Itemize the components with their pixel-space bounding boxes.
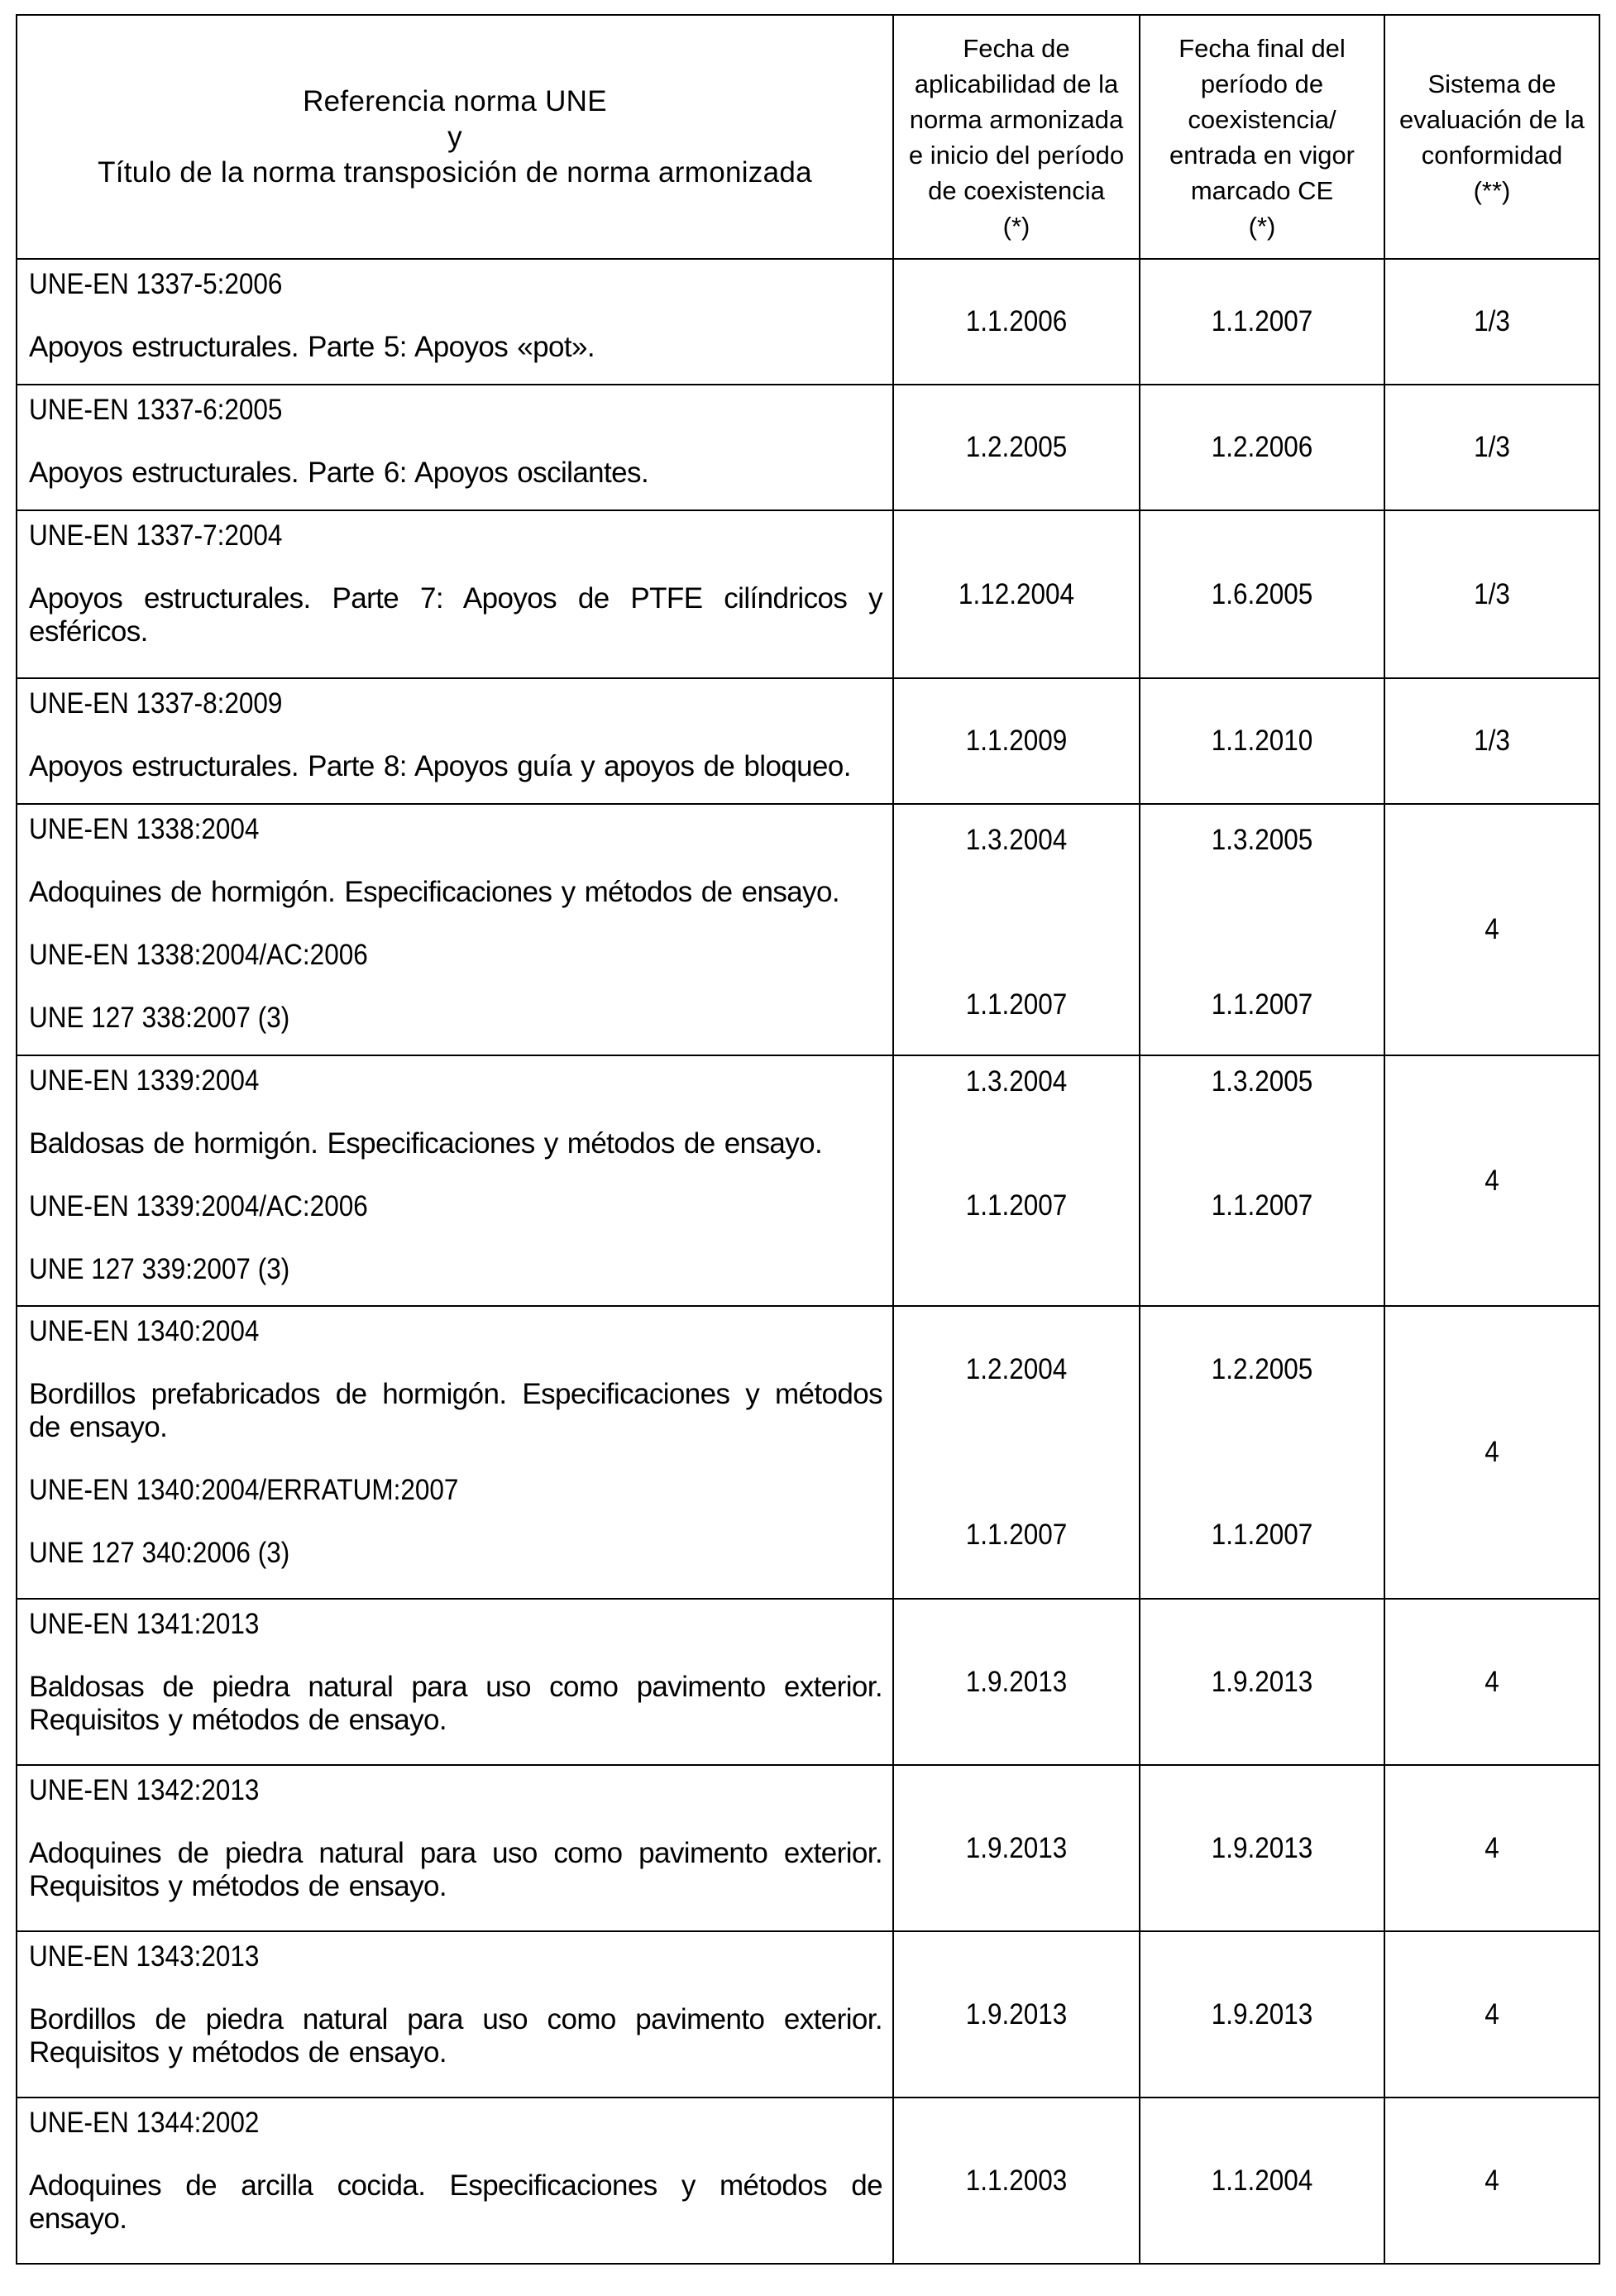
date-primary: 1.3.2005 bbox=[1211, 824, 1313, 856]
date-stack bbox=[906, 1057, 1126, 1304]
reference-cell bbox=[17, 1055, 893, 1306]
standard-title: Apoyos estructurales. Parte 6: Apoyos oscilantes. bbox=[29, 457, 649, 489]
applicability-date: 1.12.2004 bbox=[906, 510, 1127, 678]
header-col2-line: aplicabilidad de la bbox=[914, 69, 1119, 98]
reference-cell bbox=[17, 510, 893, 678]
conformity-system: 4 bbox=[1395, 1765, 1589, 1931]
standard-code: UNE-EN 1337-8:2009 bbox=[29, 687, 283, 720]
date-stack bbox=[1153, 1057, 1372, 1304]
header-reference bbox=[17, 15, 893, 259]
table-row bbox=[17, 259, 1599, 385]
standard-title: Bordillos prefabricados de hormigón. Especificaciones y métodos de ensayo. bbox=[29, 1378, 882, 1443]
table-row bbox=[17, 1055, 1599, 1306]
standard-title: Apoyos estructurales. Parte 8: Apoyos guía y apoyos de bloqueo. bbox=[29, 750, 851, 782]
standard-title: Adoquines de arcilla cocida. Especificaciones y métodos de ensayo. bbox=[29, 2169, 882, 2235]
coexistence-end-date bbox=[1152, 1306, 1372, 1599]
table-row bbox=[17, 1765, 1599, 1931]
standard-code: UNE-EN 1337-5:2006 bbox=[29, 268, 283, 300]
reference-cell bbox=[17, 2097, 893, 2264]
header-col2-line: norma armonizada bbox=[909, 104, 1124, 134]
standard-title: Adoquines de hormigón. Especificaciones y métodos de ensayo. bbox=[29, 876, 839, 908]
coexistence-end-date: 1.1.2010 bbox=[1152, 678, 1372, 804]
applicability-date: 1.1.2006 bbox=[906, 259, 1127, 385]
coexistence-end-date bbox=[1152, 1055, 1372, 1306]
date-secondary: 1.1.2007 bbox=[1211, 988, 1313, 1021]
header-col3-line: entrada en vigor bbox=[1169, 140, 1355, 170]
conformity-system: 1/3 bbox=[1395, 385, 1589, 510]
conformity-system: 4 bbox=[1395, 804, 1589, 1055]
standard-amendment-code: UNE-EN 1338:2004/AC:2006 bbox=[29, 939, 368, 971]
conformity-system: 4 bbox=[1395, 1599, 1589, 1765]
standard-code: UNE-EN 1340:2004 bbox=[29, 1315, 260, 1347]
date-primary: 1.2.2004 bbox=[965, 1353, 1068, 1385]
reference-cell bbox=[17, 1931, 893, 2097]
standard-title: Baldosas de hormigón. Especificaciones y métodos de ensayo. bbox=[29, 1127, 823, 1160]
conformity-system: 4 bbox=[1395, 1931, 1589, 2097]
reference-cell bbox=[17, 678, 893, 804]
reference-cell bbox=[17, 1599, 893, 1765]
header-col2-line: de coexistencia bbox=[928, 175, 1105, 205]
standard-erratum-code: UNE-EN 1340:2004/ERRATUM:2007 bbox=[29, 1474, 459, 1506]
applicability-date: 1.9.2013 bbox=[906, 1931, 1127, 2097]
reference-cell bbox=[17, 804, 893, 1055]
coexistence-end-date: 1.6.2005 bbox=[1152, 510, 1372, 678]
table-row bbox=[17, 1306, 1599, 1599]
standard-title: Baldosas de piedra natural para uso como pavimento exterior. Requisitos y métodos de ensayo. bbox=[29, 1671, 882, 1736]
header-col4-line: evaluación de la bbox=[1398, 104, 1585, 134]
header-col2-line: e inicio del período bbox=[908, 140, 1125, 170]
conformity-system: 4 bbox=[1395, 1306, 1589, 1599]
date-secondary: 1.1.2007 bbox=[1211, 1519, 1313, 1551]
header-col2-line: (*) bbox=[1002, 211, 1030, 241]
date-primary: 1.3.2005 bbox=[1211, 1065, 1313, 1098]
applicability-date bbox=[906, 1306, 1127, 1599]
date-stack bbox=[1153, 806, 1372, 1054]
standard-title: Bordillos de piedra natural para uso como pavimento exterior. Requisitos y métodos de ensayo. bbox=[29, 2003, 882, 2069]
table-row bbox=[17, 385, 1599, 510]
standard-title: Adoquines de piedra natural para uso como pavimento exterior. Requisitos y métodos de ensayo. bbox=[29, 1837, 882, 1902]
applicability-date bbox=[906, 1055, 1127, 1306]
header-col4-line: Sistema de bbox=[1427, 69, 1556, 98]
table-row bbox=[17, 510, 1599, 678]
standard-code: UNE-EN 1341:2013 bbox=[29, 1608, 260, 1640]
coexistence-end-date bbox=[1152, 804, 1372, 1055]
standard-national-code: UNE 127 340:2006 (3) bbox=[29, 1537, 290, 1569]
coexistence-end-date: 1.9.2013 bbox=[1152, 1931, 1372, 2097]
applicability-date: 1.9.2013 bbox=[906, 1599, 1127, 1765]
coexistence-end-date: 1.2.2006 bbox=[1152, 385, 1372, 510]
date-secondary: 1.1.2007 bbox=[1211, 1189, 1313, 1222]
header-ref-line3: Título de la norma transposición de norma armonizada bbox=[98, 156, 812, 189]
standard-code: UNE-EN 1339:2004 bbox=[29, 1064, 260, 1097]
conformity-system: 4 bbox=[1395, 1055, 1589, 1306]
coexistence-end-date: 1.1.2007 bbox=[1152, 259, 1372, 385]
reference-cell bbox=[17, 259, 893, 385]
conformity-system: 1/3 bbox=[1395, 510, 1589, 678]
coexistence-end-date: 1.9.2013 bbox=[1152, 1599, 1372, 1765]
table-row bbox=[17, 678, 1599, 804]
header-row bbox=[17, 15, 1599, 259]
date-primary: 1.3.2004 bbox=[965, 1065, 1068, 1098]
date-secondary: 1.1.2007 bbox=[965, 1189, 1068, 1222]
standard-title: Apoyos estructurales. Parte 5: Apoyos «pot». bbox=[29, 331, 595, 363]
date-secondary: 1.1.2007 bbox=[965, 1519, 1068, 1551]
header-col4-line: (**) bbox=[1473, 175, 1511, 205]
applicability-date bbox=[906, 804, 1127, 1055]
reference-cell bbox=[17, 1306, 893, 1599]
standards-table bbox=[16, 14, 1600, 2265]
standard-code: UNE-EN 1344:2002 bbox=[29, 2107, 260, 2139]
header-ref-line1: Referencia norma UNE bbox=[303, 85, 607, 117]
standard-title: Apoyos estructurales. Parte 7: Apoyos de PTFE cilíndricos y esféricos. bbox=[29, 582, 882, 648]
applicability-date: 1.1.2003 bbox=[906, 2097, 1127, 2264]
header-col4-line: conformidad bbox=[1421, 140, 1563, 170]
applicability-date: 1.2.2005 bbox=[906, 385, 1127, 510]
reference-cell bbox=[17, 1765, 893, 1931]
header-col3-line: Fecha final del bbox=[1179, 33, 1346, 63]
standard-code: UNE-EN 1338:2004 bbox=[29, 813, 260, 845]
applicability-date: 1.9.2013 bbox=[906, 1765, 1127, 1931]
header-ref-line2: y bbox=[447, 121, 462, 153]
conformity-system: 4 bbox=[1395, 2097, 1589, 2264]
coexistence-end-date: 1.9.2013 bbox=[1152, 1765, 1372, 1931]
table-row bbox=[17, 804, 1599, 1055]
date-stack bbox=[906, 806, 1126, 1054]
conformity-system: 1/3 bbox=[1395, 259, 1589, 385]
standard-code: UNE-EN 1337-6:2005 bbox=[29, 394, 283, 426]
standard-national-code: UNE 127 339:2007 (3) bbox=[29, 1253, 290, 1285]
table-row bbox=[17, 1931, 1599, 2097]
header-applicability-date bbox=[893, 15, 1140, 259]
table-row bbox=[17, 1599, 1599, 1765]
conformity-system: 1/3 bbox=[1395, 678, 1589, 804]
date-stack bbox=[1153, 1308, 1372, 1597]
header-col3-line: período de bbox=[1200, 69, 1324, 98]
standard-code: UNE-EN 1342:2013 bbox=[29, 1774, 260, 1806]
header-col3-line: (*) bbox=[1248, 211, 1276, 241]
applicability-date: 1.1.2009 bbox=[906, 678, 1127, 804]
reference-cell bbox=[17, 385, 893, 510]
standard-code: UNE-EN 1337-7:2004 bbox=[29, 519, 283, 552]
header-col2-line: Fecha de bbox=[963, 33, 1070, 63]
standard-code: UNE-EN 1343:2013 bbox=[29, 1940, 260, 1973]
header-conformity-system bbox=[1384, 15, 1599, 259]
date-primary: 1.3.2004 bbox=[965, 824, 1068, 856]
date-stack bbox=[906, 1308, 1126, 1597]
coexistence-end-date: 1.1.2004 bbox=[1152, 2097, 1372, 2264]
standard-national-code: UNE 127 338:2007 (3) bbox=[29, 1002, 290, 1034]
header-col3-line: marcado CE bbox=[1190, 175, 1334, 205]
standard-amendment-code: UNE-EN 1339:2004/AC:2006 bbox=[29, 1190, 368, 1222]
date-secondary: 1.1.2007 bbox=[965, 988, 1068, 1021]
table-row bbox=[17, 2097, 1599, 2264]
date-primary: 1.2.2005 bbox=[1211, 1353, 1313, 1385]
header-coexistence-end-date bbox=[1140, 15, 1384, 259]
header-col3-line: coexistencia/ bbox=[1188, 104, 1336, 134]
